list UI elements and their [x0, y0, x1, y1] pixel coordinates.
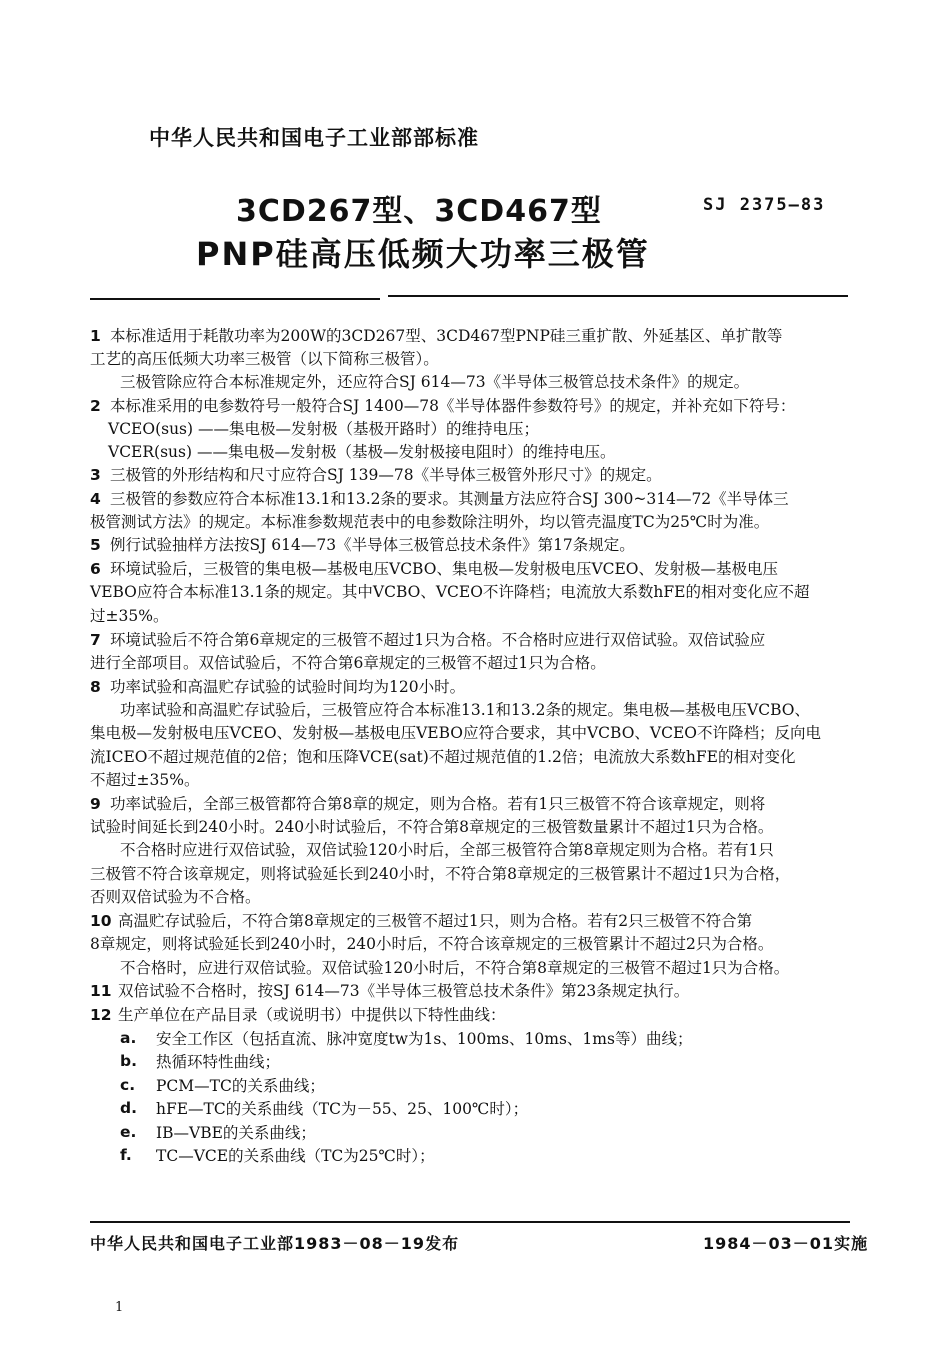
clause-number: 9: [90, 795, 101, 813]
body-line: [90, 934, 773, 954]
line-text: 流ICEO不超过规范值的2倍；饱和压降VCE(sat)不超过规范值的1.2倍；电流放大系数hFE的相对变化: [90, 748, 796, 766]
clause-number: 10: [90, 912, 112, 930]
line-text: 过±35%。: [90, 607, 169, 625]
line-text: 三极管除应符合本标准规定外，还应符合SJ 614—73《半导体三极管总技术条件》的规定。: [120, 373, 750, 391]
line-text: 例行试验抽样方法按SJ 614—73《半导体三极管总技术条件》第17条规定。: [110, 536, 635, 554]
body-line: [90, 887, 261, 907]
curve-item-text: 安全工作区（包括直流、脉冲宽度tw为1s、100ms、10ms、1ms等）曲线；: [156, 1030, 693, 1048]
clause-8-line: [90, 677, 465, 697]
clause-11-line: [90, 981, 689, 1001]
line-text: 本标准适用于耗散功率为200W的3CD267型、3CD467型PNP硅三重扩散、外延基区、单扩散等: [110, 327, 783, 345]
body-line: [108, 419, 539, 439]
header-rule-right: [388, 295, 848, 297]
line-text: VCER(sus) ——集电极—发射极（基极—发射极接电阻时）的维持电压。: [108, 443, 616, 461]
line-text: 功率试验和高温贮存试验后，三极管应符合本标准13.1和13.2条的规定。集电极—基极电压VCBO、: [120, 701, 810, 719]
line-text: 高温贮存试验后，不符合第8章规定的三极管不超过1只，则为合格。若有2只三极管不符合第: [118, 912, 753, 930]
body-line: [90, 653, 606, 673]
clause-10-line: [90, 911, 752, 931]
line-text: 进行全部项目。双倍试验后，不符合第6章规定的三极管不超过1只为合格。: [90, 654, 606, 672]
clause-number: 6: [90, 560, 101, 578]
clause-number: 8: [90, 678, 101, 696]
body-line: [120, 958, 789, 978]
curve-item-marker: f.: [120, 1146, 132, 1164]
line-text: 环境试验后不符合第6章规定的三极管不超过1只为合格。不合格时应进行双倍试验。双倍试验应: [110, 631, 766, 649]
clause-4-line: [90, 489, 789, 509]
body-line: [90, 512, 769, 532]
body-line: [90, 606, 168, 626]
clause-1-line: [90, 326, 782, 346]
line-text: 工艺的高压低频大功率三极管（以下简称三极管）。: [90, 350, 439, 368]
clause-7-line: [90, 630, 765, 650]
issuing-authority: 中华人民共和国电子工业部部标准: [149, 126, 479, 150]
page-number: 1: [115, 1300, 124, 1315]
line-text: 生产单位在产品目录（或说明书）中提供以下特性曲线：: [118, 1006, 506, 1024]
line-text: 三极管不符合该章规定，则将试验延长到240小时，不符合第8章规定的三极管累计不超过1只为合格，: [90, 865, 791, 883]
effective-date: 1984－03－01实施: [703, 1234, 869, 1253]
line-text: VEBO应符合本标准13.1条的规定。其中VCBO、VCEO不许降档；电流放大系数hFE的相对变化应不超: [90, 583, 810, 601]
line-text: 双倍试验不合格时，按SJ 614—73《半导体三极管总技术条件》第23条规定执行。: [118, 982, 690, 1000]
body-line: [120, 700, 810, 720]
clause-number: 4: [90, 490, 101, 508]
line-text: VCEO(sus) ——集电极—发射极（基极开路时）的维持电压；: [108, 420, 539, 438]
line-text: 否则双倍试验为不合格。: [90, 888, 261, 906]
curve-item-marker: b.: [120, 1052, 137, 1070]
line-text: 不合格时，应进行双倍试验。双倍试验120小时后，不符合第8章规定的三极管不超过1只为合格。: [120, 959, 790, 977]
line-text: 试验时间延长到240小时。240小时试验后，不符合第8章规定的三极管数量累计不超过1只为合格。: [90, 818, 774, 836]
curve-item-marker: d.: [120, 1099, 137, 1117]
curve-item-text: IB—VBE的关系曲线；: [156, 1124, 316, 1142]
standard-number: SJ 2375—83: [703, 195, 826, 215]
clause-number: 7: [90, 631, 101, 649]
curve-item-marker: a.: [120, 1029, 137, 1047]
body-line: [120, 840, 774, 860]
line-text: 环境试验后，三极管的集电极—基极电压VCBO、集电极—发射极电压VCEO、发射极—基极电压: [110, 560, 779, 578]
curve-item-text: PCM—TC的关系曲线；: [156, 1077, 325, 1095]
line-text: 不合格时应进行双倍试验，双倍试验120小时后，全部三极管符合第8章规定则为合格。若有1只: [120, 841, 774, 859]
clause-number: 2: [90, 397, 101, 415]
line-text: 功率试验和高温贮存试验的试验时间均为120小时。: [110, 678, 466, 696]
line-text: 8章规定，则将试验延长到240小时，240小时后，不符合该章规定的三极管累计不超过2只为合格。: [90, 935, 774, 953]
clause-2-line: [90, 396, 795, 416]
line-text: 三极管的参数应符合本标准13.1和13.2条的要求。其测量方法应符合SJ 300~314—72《半导体三: [110, 490, 789, 508]
clause-9-line: [90, 794, 765, 814]
line-text: 三极管的外形结构和尺寸应符合SJ 139—78《半导体三极管外形尺寸》的规定。: [110, 466, 662, 484]
curve-item-marker: e.: [120, 1123, 137, 1141]
body-line: [90, 349, 439, 369]
body-line: [90, 817, 773, 837]
clause-12-line: [90, 1005, 506, 1025]
curve-item-text: TC—VCE的关系曲线（TC为25℃时）；: [156, 1147, 435, 1165]
curve-item-text: 热循环特性曲线；: [156, 1053, 281, 1071]
footer-rule: [90, 1221, 850, 1223]
body-line: [90, 864, 790, 884]
header-rule-left: [90, 298, 380, 300]
body-line: [90, 723, 821, 743]
clause-number: 5: [90, 536, 101, 554]
clause-number: 11: [90, 982, 112, 1000]
line-text: 本标准采用的电参数符号一般符合SJ 1400—78《半导体器件参数符号》的规定，并补充如下符号：: [110, 397, 796, 415]
curve-item-marker: c.: [120, 1076, 136, 1094]
clause-number: 3: [90, 466, 101, 484]
body-line: [108, 442, 615, 462]
clause-number: 12: [90, 1006, 112, 1024]
line-text: 极管测试方法》的规定。本标准参数规范表中的电参数除注明外，均以管壳温度TC为25℃时为准。: [90, 513, 770, 531]
document-title-line1: 3CD267型、3CD467型: [236, 194, 602, 229]
document-title-line2: PNP硅高压低频大功率三极管: [196, 235, 650, 273]
body-line: [90, 770, 199, 790]
line-text: 集电极—发射极电压VCEO、发射极—基极电压VEBO应符合要求，其中VCBO、VCEO不许降档；反向电: [90, 724, 821, 742]
body-line: [120, 372, 749, 392]
clause-number: 1: [90, 327, 101, 345]
clause-5-line: [90, 535, 635, 555]
body-line: [90, 747, 795, 767]
line-text: 不超过±35%。: [90, 771, 200, 789]
body-line: [90, 582, 809, 602]
clause-6-line: [90, 559, 778, 579]
clause-3-line: [90, 465, 662, 485]
issue-date: 中华人民共和国电子工业部1983－08－19发布: [90, 1234, 460, 1253]
curve-item-text: hFE—TC的关系曲线（TC为－55、25、100℃时）；: [156, 1100, 529, 1118]
line-text: 功率试验后，全部三极管都符合第8章的规定，则为合格。若有1只三极管不符合该章规定，则将: [110, 795, 766, 813]
